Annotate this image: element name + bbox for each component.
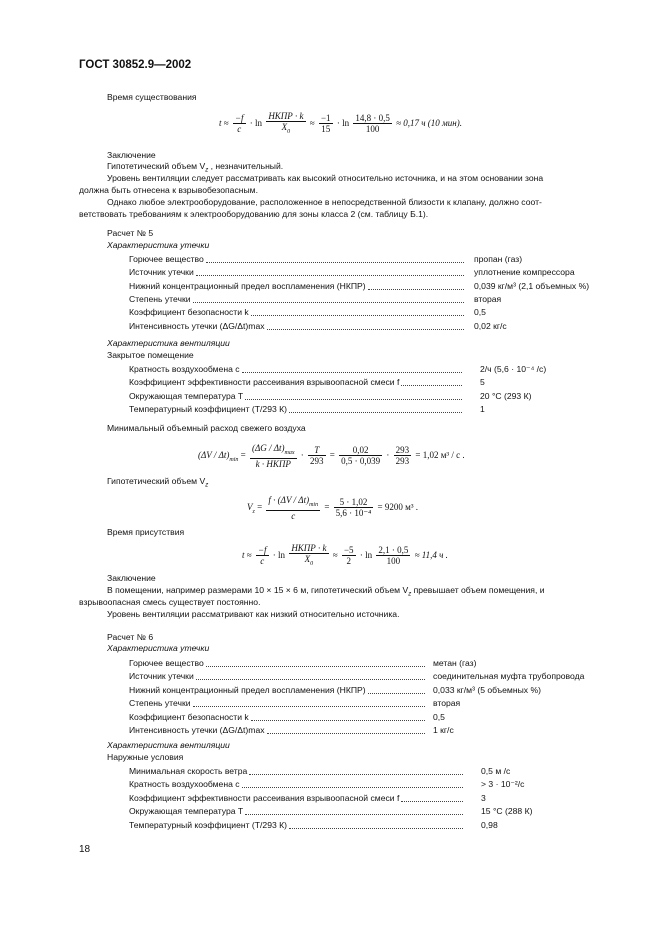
row-label: Источник утечки [129, 671, 194, 682]
leader-dots [289, 828, 463, 829]
eq4-den: c [260, 556, 265, 567]
calc5-conclusion-line1: В помещении, например размерами 10 × 15 × 6 м, гипотетический объем $V_z$ превышает объем помещения, и [107, 585, 545, 598]
row-value: 2/ч (5,6 · 10⁻⁴ /с) [480, 364, 547, 374]
eq3-n2: 5 · 1,02 [334, 497, 374, 508]
equation-minflow [198, 443, 465, 469]
conclusion-a-line4: Однако любое электрооборудование, расположенное в непосредственной близости к клапану, должно соот- [107, 197, 542, 207]
eq2-frac-1 [250, 443, 297, 469]
row-value: метан (газ) [433, 658, 477, 668]
calc6-vent-title: Характеристика вентиляции [107, 740, 230, 750]
eq1-n148: 14,8 · 0,5 [355, 113, 390, 124]
row-label: Интенсивность утечки (ΔG/Δt)max [129, 725, 265, 735]
eq3-result: = 9200 м³ . [377, 501, 419, 512]
row-value: 1 [480, 403, 485, 414]
leader-dots [251, 315, 464, 316]
leader-dots [249, 774, 463, 775]
document-header: ГОСТ 30852.9—2002 [79, 59, 192, 71]
row-label: Нижний концентрационный предел воспламенения (НКПР) [129, 684, 366, 695]
row-value: 0,033 кг/м³ (5 объемных %) [433, 684, 541, 695]
conclusion-a-line1: Гипотетический объем $V_z$ , незначительный. [107, 161, 284, 174]
eq1-frac-148 [353, 113, 392, 134]
eq3-den: c [291, 510, 296, 521]
eq3-d2: 5,6 · 10⁻⁴ [335, 508, 372, 519]
row-value: вторая [433, 698, 461, 709]
row-label: Степень утечки [129, 293, 191, 304]
leader-dots [196, 275, 464, 276]
minflow-title: Минимальный объемный расход свежего воздуха [107, 423, 306, 433]
leader-dots [289, 412, 462, 413]
eq4-approx-2: ≈ [332, 549, 338, 560]
eq4-d100: 100 [386, 556, 401, 567]
row-value: пропан (газ) [474, 254, 523, 264]
conclusion-a-line5: ветствовать требованиям к электрооборудованию для зоны класса 2 (см. таблицу Б.1). [79, 209, 429, 219]
leader-dots [193, 302, 464, 303]
eq4-frac-fc [256, 545, 269, 566]
eq1-dot-2: · [336, 117, 340, 128]
eq1-ln: ln [255, 117, 263, 128]
calc5-leak-title: Характеристика утечки [107, 240, 210, 250]
row-label: Горючее вещество [129, 658, 204, 668]
eq2-n293: 293 [395, 445, 410, 456]
eq1-t: t [219, 117, 222, 128]
eq4-dot-2: · [359, 549, 363, 560]
eq2-n002: 0,02 [339, 445, 382, 456]
row-label: Температурный коэффициент (T/293 К) [129, 819, 288, 830]
row-label: Минимальная скорость ветра [129, 766, 248, 776]
hyp-title: Гипотетический объем $V_z$ [107, 476, 209, 489]
leader-dots [401, 801, 463, 802]
leader-dots [242, 787, 463, 788]
lifetime-title: Время существования [107, 92, 197, 102]
eq4-ln: ln [278, 549, 286, 560]
row-label: Источник утечки [129, 267, 194, 278]
eq2-result: = 1,02 м³ / с . [415, 449, 465, 460]
leader-dots [193, 706, 425, 707]
calc5-conclusion-line2: взрывоопасная смесь существует постоянно. [79, 597, 261, 607]
row-value: 20 °С (293 К) [480, 390, 532, 401]
eq1-num: −f [234, 113, 244, 124]
row-value: уплотнение компрессора [474, 267, 575, 278]
eq4-frac-52 [342, 545, 356, 566]
equation-hyp-volume [247, 495, 418, 521]
eq4-frac-21 [376, 545, 410, 566]
eq2-lhs: $(\Delta V / \Delta t)_{min}$ [198, 449, 239, 463]
leader-dots [368, 693, 425, 694]
eq3-frac-2 [334, 497, 374, 518]
eq1-m1: −1 [320, 113, 331, 124]
eq2-dot-2: · [386, 449, 390, 460]
eq3-frac-1 [266, 495, 320, 521]
row-value: 0,5 м /с [481, 766, 511, 776]
row-value: 5 [480, 377, 485, 388]
leader-dots [267, 733, 425, 734]
presence-title: Время присутствия [107, 527, 185, 537]
page-number: 18 [79, 844, 91, 855]
eq1-approx: ≈ [223, 117, 229, 128]
eq3-lhs: $V_z$ [247, 501, 255, 515]
eq2-frac-002 [339, 445, 382, 466]
calc5-vent-sub: Закрытое помещение [107, 350, 194, 360]
row-label: Горючее вещество [129, 254, 204, 264]
eq1-nkpr: НКПР · k [268, 111, 304, 121]
eq1-dot: · [249, 117, 253, 128]
leader-dots [206, 666, 425, 667]
row-value: вторая [474, 293, 502, 304]
calc5-title: Расчет № 5 [107, 228, 154, 238]
eq1-d100: 100 [365, 124, 380, 135]
leader-dots [245, 814, 463, 815]
leader-dots [267, 329, 464, 330]
eq2-d0539: 0,5 · 0,039 [341, 456, 381, 467]
leader-dots [251, 720, 425, 721]
row-label: Температурный коэффициент (T/293 К) [129, 403, 288, 414]
eq3-num: $f \cdot (\Delta V / \Delta t)_{min}$ [266, 495, 320, 511]
eq4-result: ≈ 11,4 ч . [414, 549, 448, 560]
eq1-approx-2: ≈ [309, 117, 315, 128]
eq1-frac-115 [319, 113, 333, 134]
eq3-eq-2: = [324, 501, 330, 512]
eq4-t: t [242, 549, 245, 560]
eq4-approx: ≈ [246, 549, 252, 560]
row-label: Окружающая температура T [129, 390, 244, 401]
eq4-m5: −5 [343, 545, 354, 556]
row-label: Коэффициент безопасности k [129, 307, 249, 318]
eq1-d15: 15 [321, 124, 331, 135]
eq4-num: −f [257, 545, 267, 556]
row-value: 0,039 кг/м³ (2,1 объемных %) [474, 280, 590, 291]
eq2-frac-T [308, 445, 326, 466]
eq1-den: c [237, 124, 242, 135]
eq1-ln-2: ln [342, 117, 350, 128]
row-value: 0,5 [433, 711, 445, 722]
row-label: Степень утечки [129, 698, 191, 709]
eq4-frac-nkpr [289, 543, 328, 569]
row-value: 0,98 [481, 819, 498, 830]
leader-dots [368, 289, 464, 290]
eq2-eq-2: = [329, 449, 335, 460]
calc5-conclusion-title: Заключение [107, 573, 156, 583]
eq4-dot: · [272, 549, 276, 560]
eq1-frac-fc [233, 113, 246, 134]
calc6-vent-sub: Наружные условия [107, 752, 184, 762]
leader-dots [242, 372, 462, 373]
row-value: 1 кг/с [433, 725, 454, 735]
leader-dots [401, 385, 462, 386]
eq4-x0: $X_0$ [304, 554, 314, 567]
eq4-d2: 2 [346, 556, 352, 567]
row-value: 3 [481, 792, 486, 803]
eq2-den1: k · НКПР [255, 458, 291, 469]
eq2-dot: · [300, 449, 304, 460]
row-label: Коэффициент безопасности k [129, 711, 249, 722]
row-label: Окружающая температура T [129, 806, 244, 817]
eq4-n21: 2,1 · 0,5 [378, 545, 409, 556]
eq4-nkpr: НКПР · k [291, 543, 327, 553]
calc6-leak-title: Характеристика утечки [107, 643, 210, 653]
eq2-eq: = [240, 449, 246, 460]
eq2-frac-293 [394, 445, 412, 466]
row-label: Нижний концентрационный предел воспламенения (НКПР) [129, 280, 366, 291]
leader-dots [206, 262, 464, 263]
eq2-d293b: 293 [395, 456, 410, 467]
calc6-title: Расчет № 6 [107, 632, 154, 642]
conclusion-a-line2: Уровень вентиляции следует рассматривать как высокий относительно источника, и на этом основании зона [107, 173, 544, 183]
eq1-result: ≈ 0,17 ч (10 мин). [396, 117, 463, 128]
row-label: Коэффициент эффективности рассеивания взрывоопасной смеси f [129, 377, 400, 388]
row-label: Кратность воздухообмена c [129, 779, 240, 790]
row-label: Коэффициент эффективности рассеивания взрывоопасной смеси f [129, 792, 400, 803]
conclusion-a-line3: должна быть отнесена к взрывобезопасным. [79, 185, 258, 195]
eq1-frac-nkpr [266, 111, 305, 137]
calc5-conclusion-line3: Уровень вентиляции рассматривают как низкий относительно источника. [107, 609, 400, 619]
leader-dots [245, 399, 462, 400]
row-value: соединительная муфта трубопровода [433, 671, 585, 682]
equation-presence [242, 543, 448, 569]
row-value: 0,02 кг/с [474, 320, 507, 331]
leader-dots [196, 679, 425, 680]
eq2-T: T [308, 445, 326, 456]
conclusion-a-title: Заключение [107, 150, 156, 160]
row-label: Интенсивность утечки (ΔG/Δt)max [129, 320, 265, 331]
equation-lifetime [219, 111, 462, 137]
row-value: > 3 · 10⁻²/с [481, 779, 525, 790]
eq2-num1: $(\Delta G / \Delta t)_{max}$ [250, 443, 297, 459]
eq1-x0: $X_0$ [281, 122, 291, 135]
row-value: 15 °С (288 К) [481, 806, 533, 817]
eq2-d293: 293 [310, 456, 324, 467]
eq3-eq: = [257, 501, 263, 512]
eq4-ln-2: ln [365, 549, 373, 560]
row-value: 0,5 [474, 307, 486, 318]
row-label: Кратность воздухообмена c [129, 364, 240, 374]
calc5-vent-title: Характеристика вентиляции [107, 338, 230, 348]
